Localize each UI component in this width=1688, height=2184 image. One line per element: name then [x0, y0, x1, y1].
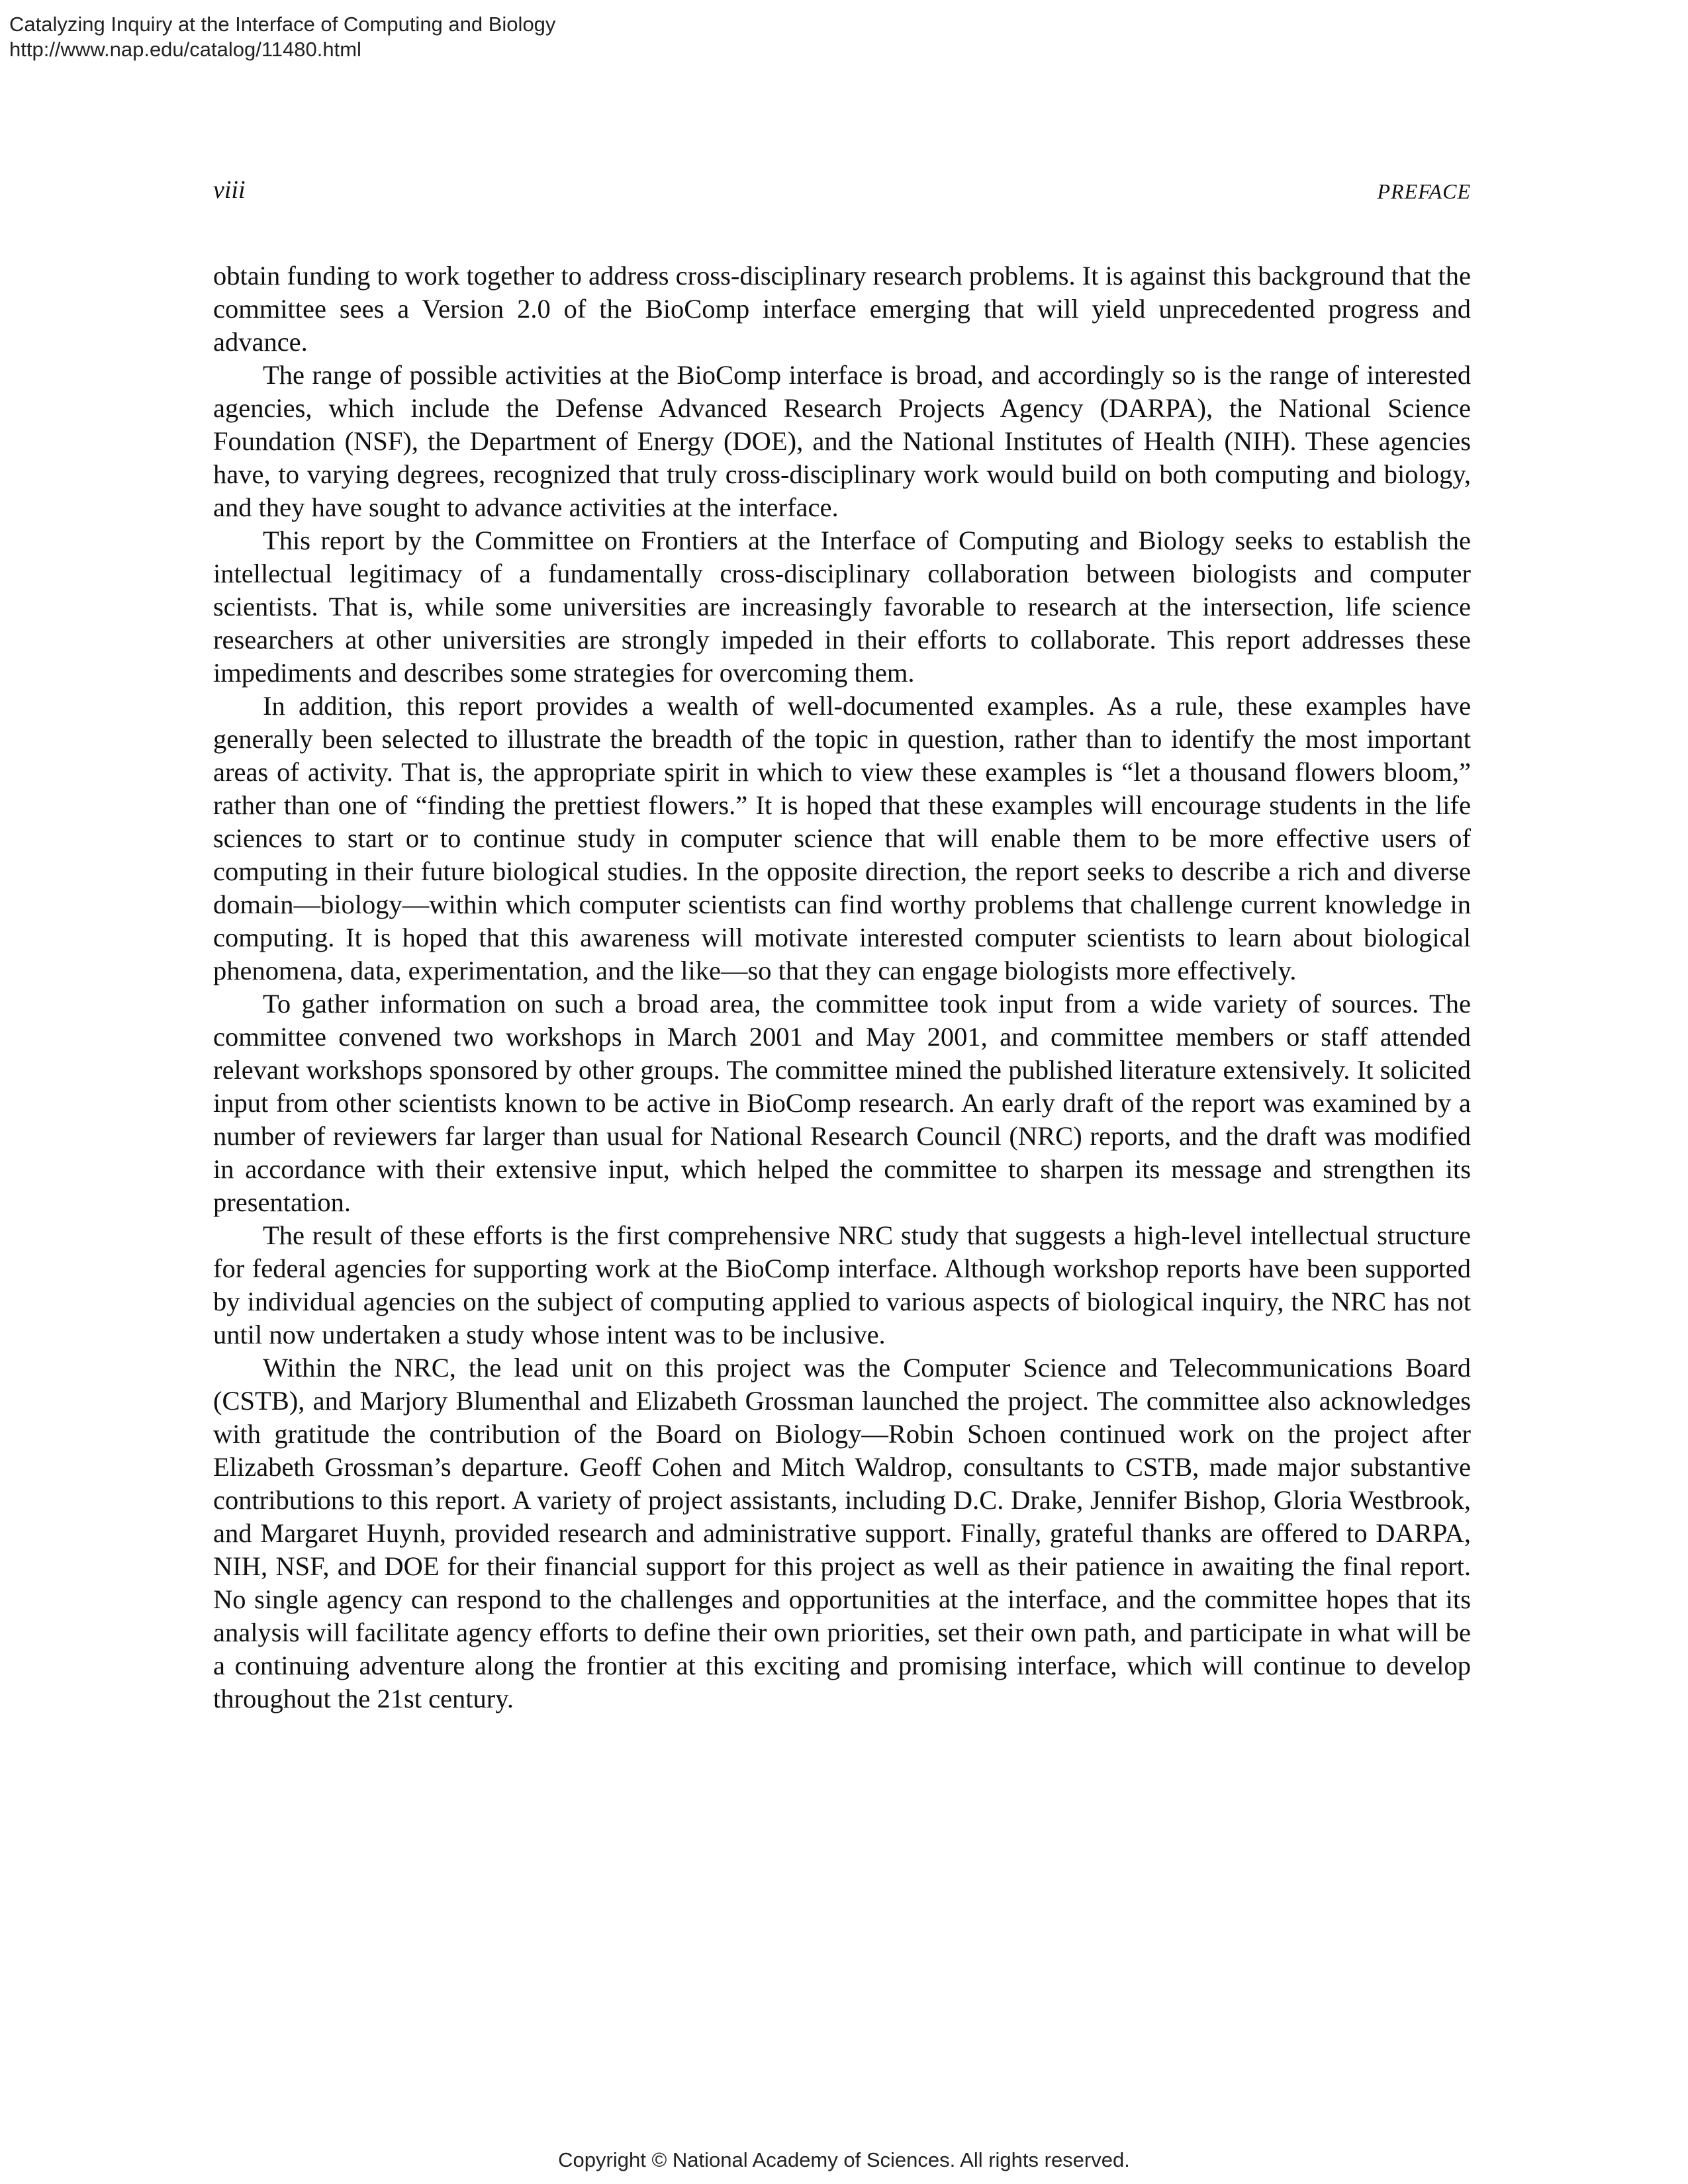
- paragraph-3: This report by the Committee on Frontiers at the Interface of Computing and Biology seeks to establish the intellectual legitimacy of a fundamentally cross-disciplinary collaboration between biologists and computer scientists. That is, while some universities are increasingly favorable to research at the intersection, life science researchers at other universities are strongly impeded in their efforts to collaborate. This report addresses these impediments and describes some strategies for overcoming them.: [213, 525, 1471, 688]
- copyright-footer: Copyright © National Academy of Sciences. All rights reserved.: [558, 2148, 1130, 2171]
- preface-body: [213, 259, 1471, 1715]
- section-title: PREFACE: [1377, 179, 1471, 203]
- catalog-url: http://www.nap.edu/catalog/11480.html: [9, 38, 361, 61]
- paragraph-6: The result of these efforts is the first comprehensive NRC study that suggests a high-level intellectual structure for federal agencies for supporting work at the BioComp interface. Although workshop reports have been supported by individual agencies on the subject of computing applied to various aspects of biological inquiry, the NRC has not until now undertaken a study whose intent was to be inclusive.: [213, 1220, 1471, 1349]
- paragraph-4: In addition, this report provides a wealth of well-documented examples. As a rule, these examples have generally been selected to illustrate the breadth of the topic in question, rather than to identify the most important areas of activity. That is, the appropriate spirit in which to view these examples is “let a thousand flowers bloom,” rather than one of “finding the prettiest flowers.” It is hoped that these examples will encourage students in the life sciences to start or to continue study in computer science that will enable them to be more effective users of computing in their future biological studies. In the opposite direction, the report seeks to describe a rich and diverse domain—biology—within which computer scientists can find worthy problems that challenge current knowledge in computing. It is hoped that this awareness will motivate interested computer scientists to learn about biological phenomena, data, experimentation, and the like—so that they can engage biologists more effectively.: [213, 691, 1471, 985]
- paragraph-2: The range of possible activities at the BioComp interface is broad, and accordingly so is the range of interested agencies, which include the Defense Advanced Research Projects Agency (DARPA), the National Science Foundation (NSF), the Department of Energy (DOE), and the National Institutes of Health (NIH). These agencies have, to varying degrees, recognized that truly cross-disciplinary work would build on both computing and biology, and they have sought to advance activities at the interface.: [213, 360, 1471, 522]
- paragraph-1: obtain funding to work together to address cross-disciplinary research problems. It is against this background that the committee sees a Version 2.0 of the BioComp interface emerging that will yield unprecedented progress and advance.: [213, 261, 1471, 357]
- paragraph-5: To gather information on such a broad area, the committee took input from a wide variety of sources. The committee convened two workshops in March 2001 and May 2001, and committee members or staff attended relevant workshops sponsored by other groups. The committee mined the published literature extensively. It solicited input from other scientists known to be active in BioComp research. An early draft of the report was examined by a number of reviewers far larger than usual for National Research Council (NRC) reports, and the draft was modified in accordance with their extensive input, which helped the committee to sharpen its message and strengthen its presentation.: [213, 989, 1471, 1217]
- page-number: viii: [213, 176, 246, 204]
- running-head: [213, 175, 1471, 208]
- site-header: [9, 12, 555, 62]
- paragraph-7: Within the NRC, the lead unit on this project was the Computer Science and Telecommunications Board (CSTB), and Marjory Blumenthal and Elizabeth Grossman launched the project. The committee also acknowledges with gratitude the contribution of the Board on Biology—Robin Schoen continued work on the project after Elizabeth Grossman’s departure. Geoff Cohen and Mitch Waldrop, consultants to CSTB, made major substantive contributions to this report. A variety of project assistants, including D.C. Drake, Jennifer Bishop, Gloria Westbrook, and Margaret Huynh, provided research and administrative support. Finally, grateful thanks are offered to DARPA, NIH, NSF, and DOE for their financial support for this project as well as their patience in awaiting the final report. No single agency can respond to the challenges and opportunities at the interface, and the committee hopes that its analysis will facilitate agency efforts to define their own priorities, set their own path, and participate in what will be a continuing adventure along the frontier at this exciting and promising interface, which will continue to develop throughout the 21st century.: [213, 1353, 1471, 1713]
- book-title: Catalyzing Inquiry at the Interface of Computing and Biology: [9, 13, 556, 36]
